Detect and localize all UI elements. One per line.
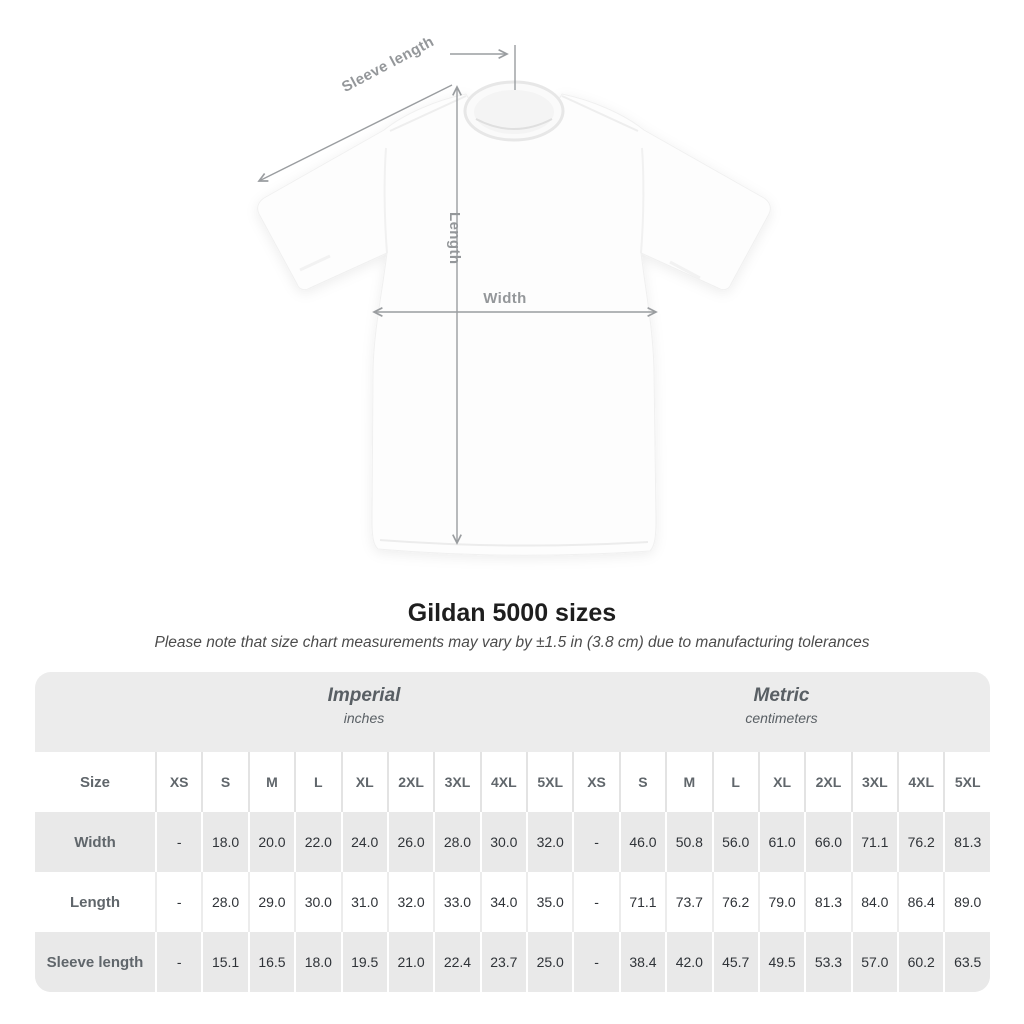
size-col-header: 5XL bbox=[943, 752, 990, 812]
table-cell: 22.4 bbox=[433, 932, 479, 992]
size-col-header: XS bbox=[572, 752, 618, 812]
table-cell: 32.0 bbox=[387, 872, 433, 932]
tolerance-note: Please note that size chart measurements may vary by ±1.5 in (3.8 cm) due to manufacturing tolerances bbox=[154, 634, 870, 651]
size-col-header: L bbox=[712, 752, 758, 812]
table-cell: 71.1 bbox=[619, 872, 665, 932]
sleeve-length-label: Sleeve length bbox=[339, 33, 437, 96]
table-cell: 53.3 bbox=[804, 932, 850, 992]
size-table bbox=[35, 752, 990, 992]
size-col-header: 5XL bbox=[526, 752, 572, 812]
table-cell: 84.0 bbox=[851, 872, 897, 932]
table-cell: 15.1 bbox=[201, 932, 247, 992]
table-cell: 46.0 bbox=[619, 812, 665, 872]
size-col-header: M bbox=[248, 752, 294, 812]
table-cell: 56.0 bbox=[712, 812, 758, 872]
table-cell: 28.0 bbox=[433, 812, 479, 872]
table-cell: 81.3 bbox=[943, 812, 990, 872]
table-cell: 50.8 bbox=[665, 812, 711, 872]
size-table-panel bbox=[35, 672, 990, 992]
table-cell: 86.4 bbox=[897, 872, 943, 932]
table-cell: 61.0 bbox=[758, 812, 804, 872]
metric-group-header bbox=[573, 685, 990, 726]
size-col-header: XS bbox=[155, 752, 201, 812]
table-cell: - bbox=[155, 872, 201, 932]
table-cell: 19.5 bbox=[341, 932, 387, 992]
size-col-header: XL bbox=[341, 752, 387, 812]
table-cell: 28.0 bbox=[201, 872, 247, 932]
imperial-label: Imperial bbox=[327, 685, 401, 706]
size-col-header: XL bbox=[758, 752, 804, 812]
table-cell: 49.5 bbox=[758, 932, 804, 992]
table-cell: 89.0 bbox=[943, 872, 990, 932]
length-label: Length bbox=[446, 212, 463, 265]
size-col-header: 2XL bbox=[387, 752, 433, 812]
table-cell: 76.2 bbox=[897, 812, 943, 872]
size-corner-header: Size bbox=[79, 773, 110, 791]
table-cell: 35.0 bbox=[526, 872, 572, 932]
table-cell: 30.0 bbox=[480, 812, 526, 872]
size-col-header: 2XL bbox=[804, 752, 850, 812]
size-col-header: M bbox=[665, 752, 711, 812]
size-header-row bbox=[35, 752, 990, 812]
table-cell: - bbox=[572, 932, 618, 992]
table-cell: 29.0 bbox=[248, 872, 294, 932]
table-cell: 23.7 bbox=[480, 932, 526, 992]
table-cell: 63.5 bbox=[943, 932, 990, 992]
table-cell: 34.0 bbox=[480, 872, 526, 932]
table-cell: - bbox=[155, 812, 201, 872]
table-cell: 18.0 bbox=[201, 812, 247, 872]
imperial-group-header bbox=[155, 685, 573, 726]
unit-band bbox=[35, 672, 990, 752]
table-cell: 31.0 bbox=[341, 872, 387, 932]
table-cell: 24.0 bbox=[341, 812, 387, 872]
table-cell: - bbox=[572, 812, 618, 872]
table-cell: 76.2 bbox=[712, 872, 758, 932]
table-cell: 18.0 bbox=[294, 932, 340, 992]
table-cell: 32.0 bbox=[526, 812, 572, 872]
table-row-length bbox=[35, 872, 990, 932]
metric-unit-label: centimeters bbox=[745, 710, 818, 726]
row-label: Length bbox=[70, 893, 120, 911]
row-label: Width bbox=[74, 833, 116, 851]
table-cell: 45.7 bbox=[712, 932, 758, 992]
table-cell: 60.2 bbox=[897, 932, 943, 992]
table-cell: 42.0 bbox=[665, 932, 711, 992]
size-col-header: 4XL bbox=[480, 752, 526, 812]
imperial-unit-label: inches bbox=[343, 710, 385, 726]
row-label: Sleeve length bbox=[46, 953, 144, 971]
table-cell: 38.4 bbox=[619, 932, 665, 992]
table-cell: 26.0 bbox=[387, 812, 433, 872]
table-cell: 79.0 bbox=[758, 872, 804, 932]
table-cell: 73.7 bbox=[665, 872, 711, 932]
table-cell: 16.5 bbox=[248, 932, 294, 992]
table-row-sleeve-length bbox=[35, 932, 990, 992]
table-cell: 20.0 bbox=[248, 812, 294, 872]
page-title: Gildan 5000 sizes bbox=[407, 599, 617, 627]
size-col-header: L bbox=[294, 752, 340, 812]
table-cell: 81.3 bbox=[804, 872, 850, 932]
table-cell: 71.1 bbox=[851, 812, 897, 872]
table-cell: - bbox=[572, 872, 618, 932]
tshirt-shape bbox=[258, 82, 771, 555]
size-col-header: S bbox=[201, 752, 247, 812]
table-cell: 33.0 bbox=[433, 872, 479, 932]
table-cell: 30.0 bbox=[294, 872, 340, 932]
table-row-width bbox=[35, 812, 990, 872]
table-cell: - bbox=[155, 932, 201, 992]
width-label: Width bbox=[483, 290, 527, 307]
size-col-header: 4XL bbox=[897, 752, 943, 812]
size-col-header: S bbox=[619, 752, 665, 812]
metric-label: Metric bbox=[753, 685, 810, 706]
size-col-header: 3XL bbox=[433, 752, 479, 812]
table-cell: 66.0 bbox=[804, 812, 850, 872]
table-cell: 57.0 bbox=[851, 932, 897, 992]
size-col-header: 3XL bbox=[851, 752, 897, 812]
table-cell: 22.0 bbox=[294, 812, 340, 872]
table-cell: 25.0 bbox=[526, 932, 572, 992]
table-cell: 21.0 bbox=[387, 932, 433, 992]
